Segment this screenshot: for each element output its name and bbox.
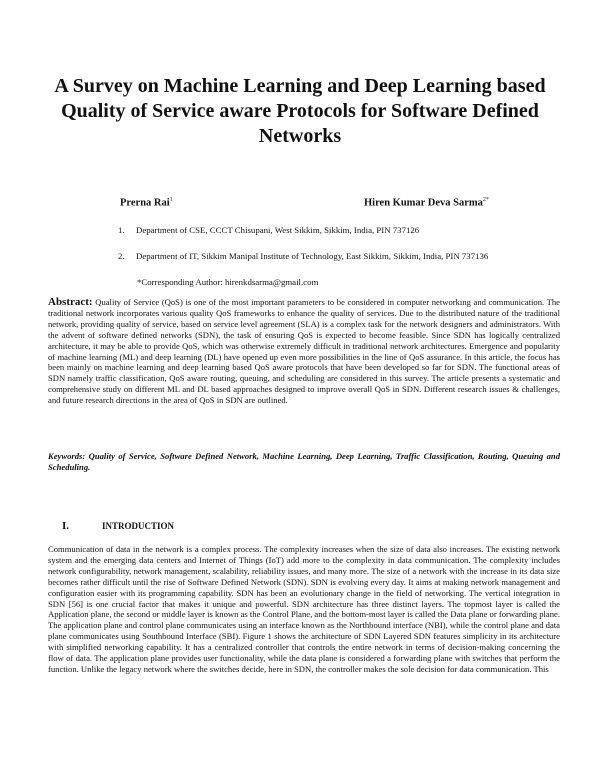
paper-title: A Survey on Machine Learning and Deep Learning based Quality of Service aware Protocols for Software Defined Networks <box>54 75 546 147</box>
affiliation-text: Department of IT, Sikkim Manipal Institute of Technology, East Sikkim, Sikkim, India, PIN 737136 <box>136 251 489 261</box>
affiliation-text: Department of CSE, CCCT Chisupani, West Sikkim, Sikkim, India, PIN 737126 <box>136 225 420 235</box>
author-affiliation-mark: 2* <box>482 197 489 203</box>
affiliation-1 <box>118 225 419 235</box>
author-affiliation-mark: 1 <box>169 197 173 203</box>
author-1 <box>120 197 173 209</box>
author-name: Hiren Kumar Deva Sarma <box>364 197 483 209</box>
affiliation-number: 2. <box>118 251 125 261</box>
author-2 <box>364 197 489 209</box>
abstract-label: Abstract: <box>48 296 93 308</box>
keywords: Keywords: Quality of Service, Software Defined Network, Machine Learning, Deep Learning, Traffic Classification, Routing, Queuing and Scheduling. <box>48 451 560 472</box>
affiliation-2 <box>118 251 488 261</box>
abstract <box>48 297 560 406</box>
corresponding-author: *Corresponding Author: hirenkdsarma@gmail.com <box>137 277 319 287</box>
affiliation-number: 1. <box>118 225 125 235</box>
introduction-text: Communication of data in the network is a complex process. The complexity increases when the size of data also increases. The existing network system and the emerging data centers and Internet of Things (IoT) add more to the complexity in data communication. The complexity includes network configurability, network management, scalability, reliability issues, and many more. The size of a network with the increase in its data size becomes rather difficult until the rise of Software Defined Network (SDN). SDN is evolving every day. It aims at making network management and configuration easier with its programming capability. SDN has been an evolutionary change in the field of networking. The vertical integration in SDN [56] is one crucial factor that makes it unique and powerful. SDN architecture has three distinct layers. The topmost layer is called the Application plane, the second or middle layer is known as the Control Plane, and the bottom-most layer is called the Data plane or forwarding plane. The application plane and control plane communicates using an interface known as the Northbound interface (NBI), while the control plane and data plane communicates using Southbound Interface (SBI). Figure 1 shows the architecture of SDN Layered SDN features simplicity in its architecture with simplified networking capability. It has a centralized controller that controls the entire network in terms of decision-making concerning the flow of data. The application plane provides user functionality, while the data plane is considered a forwarding plane with switches that perform the function. Unlike the legacy network where the switches decide, here in SDN, the controller makes the sole decision for data communication. This <box>48 544 560 674</box>
section-number: I. <box>62 520 70 532</box>
section-heading <box>62 516 174 534</box>
author-name: Prerna Rai <box>120 197 170 209</box>
abstract-text: Quality of Service (QoS) is one of the most important parameters to be considered in computer networking and communication. The traditional network incorporates various quality QoS frameworks to enhance the quality of services. Due to the distributed nature of the traditional network, providing quality of service, based on service level agreement (SLA) is a complex task for the network designers and administrators. With the advent of software defined networks (SDN), the task of ensuring QoS is expected to become feasible. Since SDN has logically centralized architecture, it may be able to provide QoS, which was otherwise extremely difficult in traditional network architectures. Emergence and popularity of machine learning (ML) and deep learning (DL) have opened up even more possibilities in the line of QoS assurance. In this article, the focus has been mainly on machine learning and deep learning based QoS aware protocols that have been developed so far for SDN. The functional areas of SDN namely traffic classification, QoS aware routing, queuing, and scheduling are considered in this survey. The article presents a systematic and comprehensive study on different ML and DL based approaches designed to improve overall QoS in SDN. Different research issues & challenges, and future research directions in the area of QoS in SDN are outlined. <box>48 297 560 406</box>
section-title: INTRODUCTION <box>102 521 175 531</box>
